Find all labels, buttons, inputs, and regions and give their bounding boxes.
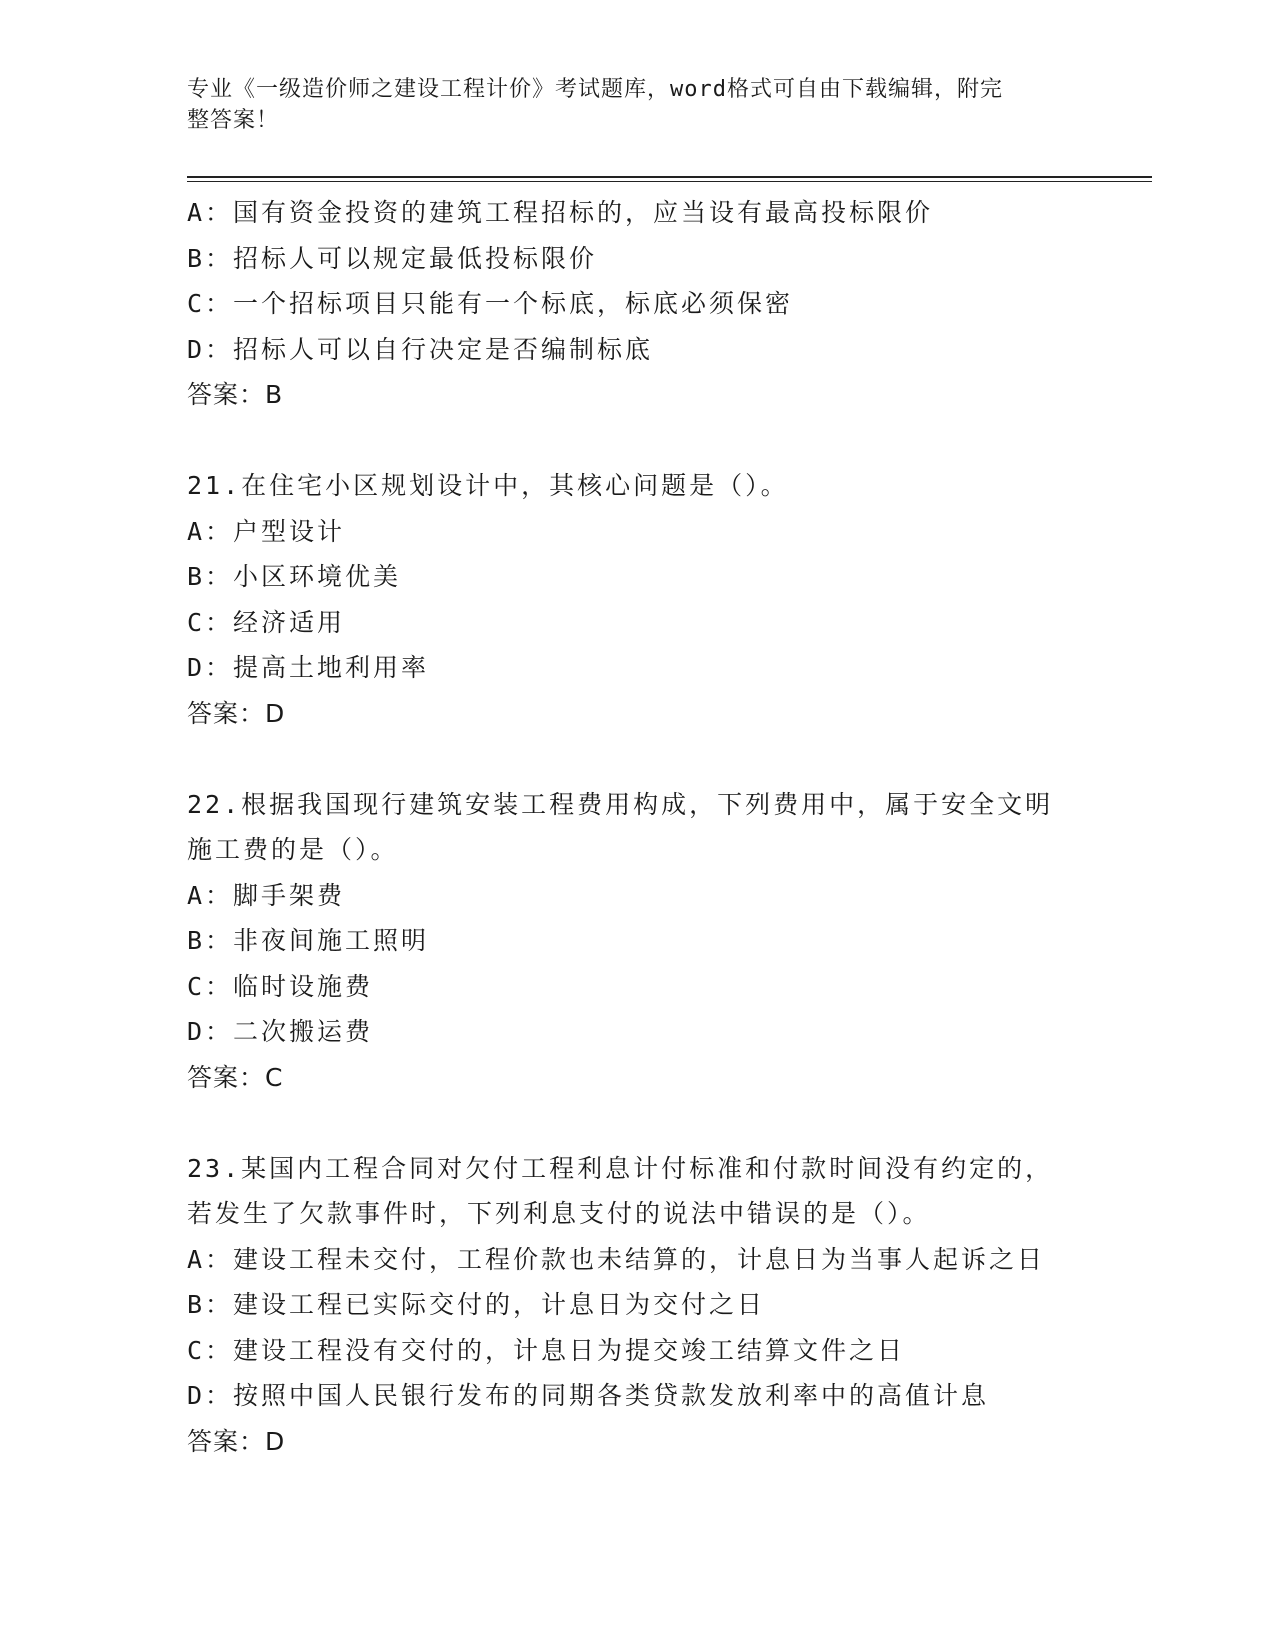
option-d: D：招标人可以自行决定是否编制标底 <box>187 334 654 364</box>
question-stem-continued: 若发生了欠款事件时，下列利息支付的说法中错误的是（）。 <box>187 1199 931 1228</box>
option-c: C：经济适用 <box>187 607 346 637</box>
question-list <box>187 190 1147 1464</box>
answer-line: 答案：D <box>187 1426 286 1456</box>
option-c: C：一个招标项目只能有一个标底，标底必须保密 <box>187 289 794 318</box>
question-stem: 21.在住宅小区规划设计中，其核心问题是（）。 <box>187 471 789 500</box>
option-d: D：按照中国人民银行发布的同期各类贷款发放利率中的高值计息 <box>187 1381 990 1410</box>
question-block <box>187 782 1147 1101</box>
option-a: A：脚手架费 <box>187 880 346 910</box>
question-block <box>187 463 1147 736</box>
option-b: B：招标人可以规定最低投标限价 <box>187 243 598 273</box>
option-d: D：二次搬运费 <box>187 1017 374 1046</box>
option-a: A：建设工程未交付，工程价款也未结算的，计息日为当事人起诉之日 <box>187 1244 1046 1274</box>
option-a: A：国有资金投资的建筑工程招标的，应当设有最高投标限价 <box>187 198 934 227</box>
header-line-1: 专业《一级造价师之建设工程计价》考试题库，word格式可自由下载编辑，附完 <box>187 77 1003 102</box>
option-d: D：提高土地利用率 <box>187 653 430 682</box>
header-divider-top <box>187 176 1152 178</box>
question-block <box>187 190 1147 418</box>
question-stem: 22.根据我国现行建筑安装工程费用构成，下列费用中，属于安全文明 <box>187 789 1054 819</box>
header-divider-bottom <box>187 181 1152 182</box>
answer-line: 答案：D <box>187 698 286 728</box>
option-b: B：小区环境优美 <box>187 562 402 591</box>
question-block <box>187 1146 1147 1465</box>
option-c: C：临时设施费 <box>187 971 374 1001</box>
option-a: A：户型设计 <box>187 516 346 546</box>
option-b: B：非夜间施工照明 <box>187 926 430 955</box>
header-line-2: 整答案！ <box>187 108 280 133</box>
answer-line: 答案：C <box>187 1062 284 1092</box>
question-stem-continued: 施工费的是（）。 <box>187 835 399 864</box>
document-header <box>187 74 1067 136</box>
option-b: B：建设工程已实际交付的，计息日为交付之日 <box>187 1290 766 1319</box>
question-stem: 23.某国内工程合同对欠付工程利息计付标准和付款时间没有约定的， <box>187 1153 1054 1183</box>
option-c: C：建设工程没有交付的，计息日为提交竣工结算文件之日 <box>187 1335 906 1365</box>
answer-line: 答案：B <box>187 380 284 409</box>
